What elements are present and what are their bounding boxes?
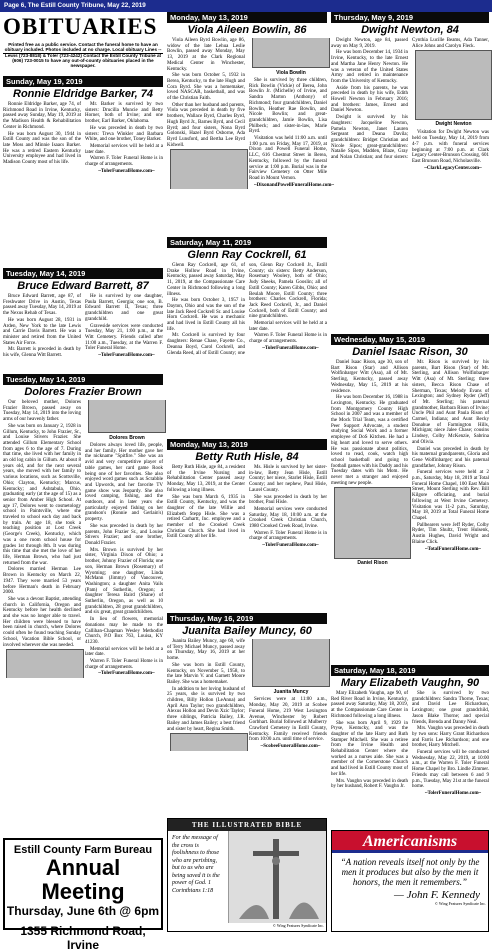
paragraph: She was born October 5, 1932 in Berea, Kentucky, to the late Hugh and Cora Byrd. She was a homemaker, loved NASCAR, basketball, and was of the Christian Faith. [167,73,245,102]
paragraph: He was born December 14, 1934 in Irvine, Kentucky, to the late Ernest and Martha Jane Henry Newton. He was a veteran of the United States Army and retired in maintenance from the University of Kentucky. [331,50,408,84]
obituary-body [3,102,163,262]
paragraph: She was a devout Baptist, attending church in California, Oregon and Kentucky before her health declined and she was no longer able to travel. Her children were blessed to have been raised in church, where Dolores could often be found teaching Sunday School, Vacation Bible School, or involved wherever she was needed. [3,596,81,648]
date-bar: Thursday, May 9, 2019 [331,12,489,23]
date-bar: Monday, May 13, 2019 [167,12,327,23]
paragraph: She was preceded in death by her parents, John Frazier Sr., and Louise Stivers Frazier; and one brother, Donald Frazier. [85,523,163,546]
paragraph: Warren F. Toler Funeral Home is in charge of arrangements. [85,156,163,168]
obituary-glenn-cockrell [167,237,327,435]
obituary-name: Mary Elizabeth Vaughn, 90 [340,677,480,689]
paragraph: Daniel was preceded in death by his maternal grandparents, Gloria and Gene Wolfinbarger; and his paternal grandfather, Johnny Rison. [412,446,489,469]
obituary-body [167,38,335,236]
daniel-photo [334,487,411,567]
obituary-dolores-brown [3,374,163,830]
obituary-name: Ronnie Eldridge Barker, 74 [13,88,153,100]
paragraph: He was born October 3, 1957 in Dayton, Ohio and was the son of the late Jack Reed Cockrell Sr. and Louise Horn Cockrell. He was a mechanic and had lived in Estill County all his life. [167,298,245,332]
funeral-home-signature: ~TotalFuneralHome.com~ [425,546,481,552]
obituary-mary-vaughn [331,665,489,827]
date-bar: Thursday, May 16, 2019 [167,613,327,624]
obituaries-masthead [3,12,163,69]
date-bar: Tuesday, May 14, 2019 [3,268,163,279]
paragraph: Dwight Newton, age 84, passed away on May 9, 2019. [331,38,408,49]
obituary-name: Dolores Frazier Brown [24,386,142,398]
paragraph: Mrs. Brown is survived by her sister, Virginia Dixon of Ohio; a brother, Johnny Frazier of Florida; one son, Herman Brown (Rosemary) of Wyoming; one daughter, Linda McMann (Jimmy) of Vancouver, Washington; a daughter Anita Vails (Pam) of Sutherlin, Oregon; a daughter Teresa Baird (Shane) of Sutherlin, Oregon, as well as 10 grandchildren, 28 great grandchildren, and six great, great grandchildren. [85,547,163,616]
paragraph: Warren F. Toler Funeral Home is in charge of arrangements. [249,333,327,345]
date-bar: Wednesday, May 15, 2019 [331,334,489,345]
paragraph: Other than her husband and parents, Viola was preceded in death by five brothers, Wallace Byrd, Charles Byrd, Hugh Byrd Jr., Barnes Byrd, and Cecil Byrd; and four sisters, Nona Byrd Golonski, Hazel Byrd Osborne, Ada Byrd Lunsford, and Bertha Lee Byrd Kidwell. [167,102,245,148]
obituary-name: Glenn Ray Cockrell, 61 [187,249,307,261]
paragraph: Ms. Hisle is survived by her sister-in-law, Betty Jean Hisle, Estill County; her niece, Starlet Hisle, Estill County; and her nephew, Paul Hisle, Laurel County. [249,465,327,493]
column-1 [3,12,163,952]
paragraph: Daniel Isaac Rison, age 30, son of Bart Rison (Star) and Allison Wolfinbarger Witt (Asa), all of Mt. Sterling, Kentucky, passed away Wednesday, May 15, 2019 at his residence. [331,360,408,394]
obituary-body [167,263,327,437]
funeral-home-signature: ~TolerFuneralHome.com~ [98,168,155,174]
paragraph: Pallbearers were Jeff Ryder, Colby Ryder, Tim Shultz, Trent Hulsenk, Austin Hughes, David Wright and Blaine Click. [412,522,489,545]
crucifixion-illustration [229,831,325,923]
paragraph: Dolores always loved life, people, and her family. Her mother gave her the nickname "Spitfire." She was an avid and very competitive player of table games, her card game Rook being one of her favorites. She also enjoyed word games such as Scrabble and Upwords, and her favorite TV game show was Jeopardy. She also loved camping, fishing, and the outdoors, and in later years she particularly enjoyed fishing on her grandson's (Ronnie and Gerlain's) property. [85,443,163,523]
americanisms-footer: © Wing Features Syndicate Inc. [434,901,486,906]
obituary-body [331,38,489,336]
paragraph: Our beloved mother, Dolores Frazier Brown, passed away on Tuesday, May 14, 2019 into the loving arms of our heavenly father. [3,400,81,423]
obituary-name: Dwight Newton, 84 [361,24,459,36]
paragraph: Mr. Barrett is preceded in death by his wife, Glenna Witt Barrett. [3,347,81,359]
paragraph: He was preceded in death by two sisters: Treva Winkler and Barbara White, and one brother, Toney Barker. [85,125,163,143]
paragraph: She was born on January 2, 1928 in Gillum, Kentucky, to John Frazier, Sr., and Louise Stivers Frazier. She attended Gillum Elementary School from ages 6 to the age of 7. During that time, she lived with her family in an old log cabin in Gillum. At about 8 years old, and for the next several years, she moved with her family to various locations, such as Scottsville, Ohio; Clayton, Kentucky; Marcus, Kentucky; and Ashtabula, Ohio, graduating early (at the age of 15) as a senior from Amber High School. At age 17, Dolores went to cosmetology school in Paintsville, where she traveled to school each day and back by train. At age 18, she took a teaching position at Lost Creek (George's Creek), Kentucky, which was a one room school house for grades 1st through 8th. It was during this time that she met the love of her life, Herman Brown, who had just returned from the war. [3,423,81,566]
funeral-home-signature: ~TolerFuneralHome.com~ [262,345,319,351]
paragraph: Memorial services were conducted Saturday, May 18, 10:00 a.m. at the Crooked Creek Christian Church, 1980 Crooked Creek Road, Irvine. [249,506,327,530]
ad-line-4: 1355 Richmond Road, Irvine [20,924,146,952]
date-bar: Tuesday, May 14, 2019 [3,374,163,385]
photo-caption: Viola Bowlin [276,70,306,76]
paragraph: Warren F. Toler Funeral Home is in charge of arrangements. [85,659,163,670]
photo-caption: Dolores Brown [109,435,145,442]
paragraph: He was born August 30, 1944 in Estill County and was the son of the late Moss and Minnie Isaacs Barker. He was a retired Eastern Kentucky University employee and had lived in Madison County most of his life. [3,131,81,166]
paragraph: She was born in Estill County, Kentucky, on November 5, 1958, to the late Marvin V. and Garnett Moore Bailey. She was a homemaker. [167,662,245,685]
paragraph: Juanita Bailey Muncy, age 60, wife of Terry Michael Muncy, passed away on Thursday, May 16, 2019 at her home. [167,639,245,662]
obituary-betty-hisle [167,439,327,609]
americanisms-panel [331,830,489,932]
paragraph: Memorial services will be held at a later date. [85,143,163,155]
date-bar: Saturday, May 18, 2019 [331,665,489,676]
obituary-body [3,400,163,832]
paragraph: He was born August 28, 1931 in Arden, New York to the late Lewis and Carrie Davis Barrett. He was a minister and retired from the United States Air Force. [3,317,81,346]
paragraph: Dwight is survived by his daughters: Jacqueline Newton, Pamela Newton, Janet Lauren Sergeant and Deana Davila; grandchildren: Bridget Christian and Nicole Sipos; great-grandchildren: Natalie Sipos, Madden, Blaze, Gray and Nolan Christian; and four sisters: Cynthia Lucille Beams, Ada Tanner, Alice Johns and Carolyn Fleck. [331,38,489,161]
ad-line-3: Thursday, June 6th @ 6pm [6,904,160,918]
paragraph: Bruce Edward Barrett, age 87, of Freshwater Drive in Austin, Texas passed away Tuesday, May 14, 2019 at the Nexus Rehab of Texas. [3,294,82,317]
photo-caption: Juanita Muncy [273,689,309,696]
ad-line-2: Annual Meeting [41,855,125,904]
funeral-home-signature: ~TolerFuneralHome.com~ [98,353,155,359]
paragraph: She is survived by two grandchildren: Sandra Thorne, Texas; and David Lee Richardson, Lexington; one great grandchild, Jason Blake Thorne; and special friends, Brenda and Danny Neal. [412,691,489,725]
obituary-juanita-muncy [167,613,327,815]
funeral-home-signature: ~DixonandPowellFuneralHome.com~ [254,182,335,188]
farm-bureau-ad [3,838,163,952]
dwight-photo [415,50,492,128]
obituary-body [3,294,163,379]
obituary-body [167,639,327,817]
paragraph: She was preceded in death by her brother, Paul Hisle. [249,494,327,506]
date-bar: Monday, May 13, 2019 [167,439,327,450]
paragraph: She was born March 6, 1935 in Estill County, Kentucky, and was the daughter of the late Willie and Elizabeth Stepp Hisle. She was a retired Carhartt, Inc. employee and a member of the Crooked Creek Christian Church. She had lived in Estill County all her life. [167,494,245,540]
paragraph: Mr. Barker is survived by two sisters: Drucilla Muncie and Betty Horner, both of Irvine; and one brother, Earl Barker, Oklahoma. [85,102,163,125]
paragraph: In addition to her loving husband of 25 years, she is survived by two children, Billy Hollon (LeAnna) and April Ann Taylor; two grandchildren, Alexus Hollon and Devin Xzic Taylor; three siblings, Patricia Bailey, J.R. Bailey and James Bailey; a best friend and sister by heart, Regina Smith. [167,686,245,732]
paragraph: In lieu of flowers, memorial donations may be made to the Callihan-Chapman Wesley Methodist Church, P.O Box 763, Louisa, KY 41230. [85,617,163,645]
paragraph: Visitation was held 11:00 a.m. until 1:00 p.m. on Friday, May 17, 2019, at Dixon and Powell Funeral Home, LLC, 616 Chestnut Street in Berea, Kentucky, followed by the funeral service at 1:00 p.m. Burial was in the Fairview Cemetery on Otter Mile Road in Mount Vernon. [249,136,327,181]
funeral-home-signature: ~ScobeeFuneralHome.com~ [260,744,321,750]
obituary-body [331,360,489,666]
americanisms-author: — John F. Kennedy [394,889,480,901]
paragraph: Betty Ruth Hisle, age 84, a resident of the Irvine Nursing and Rehabilitation Center passed away Monday, May 13, 2019, at the Center following a long illness. [167,465,245,493]
funeral-home-signature: ~TolerFuneralHome.com~ [98,671,155,677]
illustrated-bible-panel [167,818,327,932]
obituary-name: Daniel Isaac Rison, 30 [352,346,468,358]
photo-caption: Daniel Rison [357,560,388,567]
paragraph: Mrs. Vaughn was preceded in death by her husband, Robert F. Vaughn Jr. [331,778,408,790]
paragraph: Visitation for Dwight Newton was held on Tuesday, May 14, 2019 from 4-7 p.m. with funeral services beginning at 7:00 p.m. at Clark Legacy Center-Brunson Crossing, 601 East Brunson Road, Nicholasville. [412,130,489,164]
bible-heading: THE ILLUSTRATED BIBLE [168,819,326,831]
ad-line-1: Estill County Farm Bureau [13,844,153,856]
obituary-name: Betty Ruth Hisle, 84 [195,451,299,463]
obituary-body [331,691,489,829]
paragraph: Funeral services were held at 2 p.m., Saturday, May 18, 2019 at Total Funeral Home Chapel, 100 East Main Street, Mount Sterling with Rev. Bill Kilgore officiating, and burial following at West Irvine Cemetery. Visitation was 11-2 p.m., Saturday, May 18, 2019 at Total Funeral Home Chapel. [412,470,489,521]
americanisms-title: Americanisms [332,831,488,853]
paragraph: Graveside services were conducted Tuesday, May 21, 1:00 p.m., at the Witt Cemetery. Friends called after 11:00 a.m., Tuesday, at the Warren F. Toler Funeral Home. [85,323,163,352]
funeral-home-signature: ~ClarkLegacyCenter.com~ [424,165,482,171]
column-3 [331,12,489,932]
section-title: OBITUARIES [3,14,158,39]
paragraph: Viola Aileen Byrd Bowlin, age 86, widow of the late Lehua Leslie Bowlin, passed away Monday, May 13, 2019 at the Clark Regional Medical Center in Winchester, Kentucky. [167,38,245,72]
date-bar: Saturday, May 11, 2019 [167,237,327,248]
paragraph: He was born December 16, 1988 in Lexington, Kentucky. He graduated from Montgomery County High School in 2007 and was a member of the Mock Trial Team, was a certified Peer Support Advocate, a student studying Social Work and a former employee of DoS Kitchen. He had a big heart and loved to serve others. He was passionate about politics, loved to read, cook, watch high school basketball and going to football games with his Daddy and his Tuesday dates with his Mom. He never met a stranger and enjoyed meeting new people. [331,395,408,486]
bible-illustration [228,831,326,923]
obituary-name: Juanita Bailey Muncy, 60 [182,625,312,637]
paragraph: Glenn Ray Cockrell, age 61, of Drake Hollow Road in Irvine, Kentucky, passed away Saturday, May 11, 2019, at the Compassionate Care Center in Richmond following a long illness. [167,263,245,297]
paragraph: Mary Elizabeth Vaughn, age 90, of Red River Road in Irvine, Kentucky, passed away Saturday, May 18, 2019, at the Compassionate Care Center in Richmond following a long illness. [331,691,408,719]
obituaries-intro: Printed free as a public service. Contact the funeral home to have an obituary included. Photos included at no charge. Local obituary Lines -- Lewis (723-8818) & Toler (723-4242) Contact the Estill County Tribune at (606) 723-0015 to have any out-of-county obituaries placed in the newspaper. [4,42,162,69]
paragraph: Ronnie Eldridge Barker, age 74, of Richmond Road in Irvine, Kentucky, passed away Sunday, May 19, 2019 at the Madison Health & Rehabilitation Center in Richmond. [3,102,81,130]
obituary-bruce-barrett [3,268,163,376]
column-2 [167,12,335,932]
americanisms-quote: “A nation reveals itself not only by the men it produces but also by the men it honors, the men it remembers.” [340,857,480,887]
bible-footer: © Wing Features Syndicate Inc. [272,923,324,928]
obituary-ronnie-barker [3,76,163,259]
paragraph: Dolores married Herman Lee Brown in Kentucky on March 22, 1947. They were married 53 years before Herman's death in February 2000. [3,567,81,596]
bible-quote: For the message of the cross is foolishness to those who are perishing, but to us who are being saved it is the power of God. 1 Corinthians 1:18 [172,835,220,894]
obituary-viola-bowlin [167,12,335,234]
paragraph: He is survived by one daughter, Paula Barrett, Georgia; one son, B. Edward Barrett II, Texas; three grandchildren and one great grandchild. [85,294,163,322]
funeral-home-signature: ~TolerFuneralHome.com~ [424,790,482,796]
paragraph: Aside from his parents, he was preceded in death by his wife, Edith Howell Newton in February 2016; and brothers: James, Ernest and Daniel Newton. [331,85,408,114]
paragraph: She was born April 9, 1929 in Pryse, Kentucky, and was the daughter of the late Harry and Ruth Stamper Mitchell. She was a retiree from the Irvine Health and Rehabilitation Center where she worked as a nurses aide. She was a member of the Cornerstone Church and had lived in Estill County most of her life. [331,720,408,777]
paragraph: Mrs. Vaughn was preceded in death by two sons: Harry Grant Richardson and Farris Lee Richardson; and one brother, Harry Mitchell. [412,726,489,749]
photo-caption: Dwight Newton [435,121,472,128]
paragraph: Services were at 11:00 a.m., Monday, May 20, 2019 at Scobee Funeral Home, 219 West Lexington Avenue, Winchester by Robert Gorbhart. Burial followed at Mulberry Crawford Cemetery in Estill County, Kentucky. Family received friends from 10:00 a.m. until time of service. [249,697,327,743]
page-header: Page 6, The Estill County Tribune, May 22, 2019 [0,0,492,12]
paragraph: She is survived by three children, Rick Bowlin (Vickie) of Berea, John Bowlin Jr. (Michelle) of Irvine, and Sandra Marton (Anthony) of Richmond; four grandchildren, Daniel Bowlin, Heather Rae Bowlin, and Nicole Bowlin; and great-grandchildren, Jamie Bowlin, Lisa Philbeck; and sister-in-law, Marie Byrd. [249,78,327,135]
paragraph: Mr. Cockrell is survived by four daughters: Renae Chase, Fayette Co., Deanna Boyd, Carol Cockrell, and Glenda Reed, all of Estill County; one son, Glenn Ray Cockrell Jr., Estill County; six sisters: Betty Anderson, Rosemary Woolery, both of Ohio; Judy Sheeks, Pamela Gooslin; all of Estill County; Karen Gibbs, Ohio; and Beulah Moore, Estill County; three brothers: Charles Cockrell, Florida; Jack Reed Cockrell, Jr., and Daniel Cockrell, both of Estill County; and nine grandchildren. [167,263,327,356]
paragraph: Memorial services will be held at a later date. [85,646,163,658]
obituary-name: Viola Aileen Bowlin, 86 [187,24,307,36]
obituary-dwight-newton [331,12,489,334]
date-bar: Sunday, May 19, 2019 [3,76,163,87]
paragraph: Mr. Rison is survived by his parents, Bart Rison (Star) of Mt. Sterling, and Allison Wolfinbarger Witt (Asa) of Mt. Sterling; three sisters, Becca Rison Chase of Sherman, Texas; Melody Evans of Lexington; and Sydney Ryder (Jeff) of Mt. Sterling; his paternal grandmother, Barbara Rison of Irvine; Uncle Phil and Aunt Paula Rison of Carmel, Indiana; and Aunt Becky Donahue of Farmington Hills, Michigan; niece Jalee Chase; cousins Lindsey, Colby McKenzie, Sabrina and Olivia. [412,360,489,445]
obituary-body [167,465,327,611]
obituary-name: Bruce Edward Barrett, 87 [17,280,149,292]
paragraph: Memorial services will be held at a later date. [249,321,327,332]
obituary-daniel-rison [331,334,489,664]
paragraph: Warren F. Toler Funeral Home is in charge of arrangements. [249,530,327,542]
funeral-home-signature: ~TolerFuneralHome.com~ [262,543,319,549]
paragraph: Funeral services will be conducted Wednesday, May 22, 2019, at 10:00 a.m., at the Warren F. Toler Funeral Home Chapel by Bro. Lindle Zimmer. Friends may call between 6 and 9 p.m., Tuesday, May 21st at the funeral home. [412,750,489,790]
